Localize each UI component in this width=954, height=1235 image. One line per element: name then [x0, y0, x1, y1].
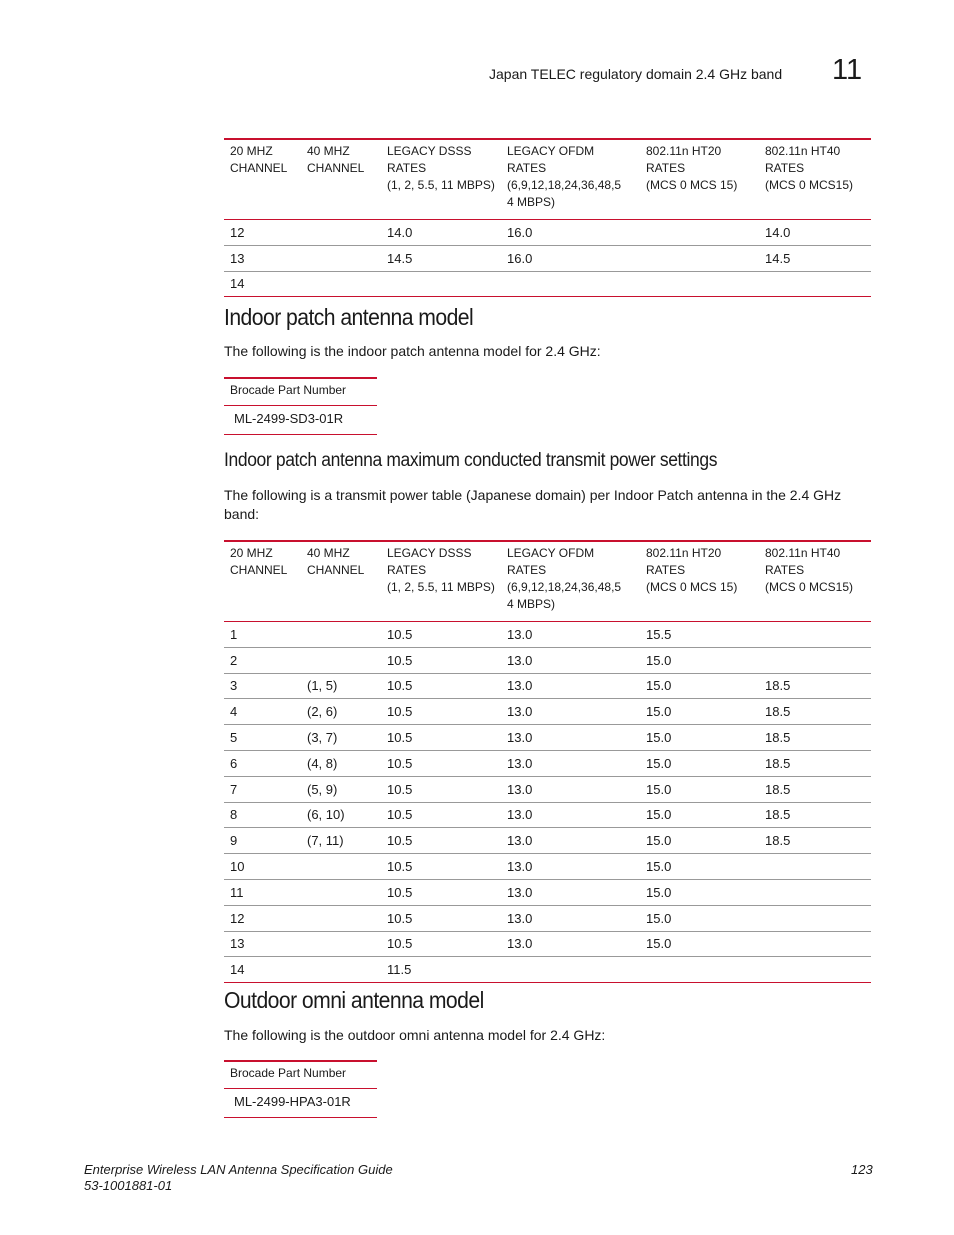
- running-header-title: Japan TELEC regulatory domain 2.4 GHz band: [489, 66, 783, 82]
- footer-left: [84, 1162, 393, 1194]
- table-cell: 13.0: [501, 879, 640, 905]
- table-cell: 12: [224, 220, 301, 246]
- table-body: [224, 622, 871, 983]
- column-header-line: 40 MHZ: [307, 546, 350, 560]
- column-header: [501, 541, 640, 622]
- table-cell: 14.5: [759, 245, 871, 271]
- column-header: [759, 139, 871, 220]
- table-cell: [301, 957, 381, 983]
- table-cell: 13: [224, 245, 301, 271]
- table-cell: 13.0: [501, 905, 640, 931]
- column-header-line: 802.11n HT40: [765, 144, 841, 158]
- column-header: [640, 139, 759, 220]
- table-row: [224, 245, 871, 271]
- table-cell: 10.5: [381, 750, 501, 776]
- table-row: [224, 699, 871, 725]
- table-cell: 18.5: [759, 725, 871, 751]
- column-header: [224, 541, 301, 622]
- table-cell: 18.5: [759, 776, 871, 802]
- table-cell: [759, 622, 871, 648]
- table-cell: 10.5: [381, 931, 501, 957]
- table-row: [224, 647, 871, 673]
- table-cell: [640, 957, 759, 983]
- column-header-line: RATES: [646, 161, 686, 175]
- table-row: [224, 931, 871, 957]
- table-cell: 14: [224, 957, 301, 983]
- column-header-line: (MCS 0 MCS15): [765, 580, 854, 594]
- column-header-line: CHANNEL: [307, 161, 365, 175]
- table-cell: [759, 879, 871, 905]
- table-cell: 13.0: [501, 931, 640, 957]
- column-header-line: LEGACY DSSS RATES: [387, 144, 472, 175]
- column-header-line: 20 MHZ: [230, 144, 273, 158]
- column-header: [301, 541, 381, 622]
- column-header-line: (MCS 0 MCS 15): [646, 178, 738, 192]
- part-number-header: Brocade Part Number: [224, 378, 377, 406]
- table-cell: [759, 647, 871, 673]
- table-cell: 15.0: [640, 802, 759, 828]
- table-cell: 10.5: [381, 699, 501, 725]
- table-cell: [501, 271, 640, 297]
- table-row: [224, 879, 871, 905]
- column-header-line: 4 MBPS): [507, 195, 556, 209]
- table-cell: 11: [224, 879, 301, 905]
- transmit-power-table: [224, 540, 871, 983]
- table-cell: 10.5: [381, 673, 501, 699]
- table-cell: 13: [224, 931, 301, 957]
- table-cell: 9: [224, 828, 301, 854]
- column-header-line: RATES: [646, 563, 686, 577]
- table-cell: 7: [224, 776, 301, 802]
- table-cell: 10.5: [381, 622, 501, 648]
- table-cell: 10.5: [381, 647, 501, 673]
- part-number-header: Brocade Part Number: [224, 1061, 377, 1089]
- table-cell: 13.0: [501, 802, 640, 828]
- part-number-value: ML-2499-SD3-01R: [224, 406, 377, 435]
- column-header-line: (MCS 0 MCS15): [765, 178, 854, 192]
- table-cell: 13.0: [501, 828, 640, 854]
- table-row: [224, 271, 871, 297]
- table-row: [224, 957, 871, 983]
- table-cell: 10.5: [381, 905, 501, 931]
- column-header-line: CHANNEL: [230, 563, 288, 577]
- table-cell: 15.0: [640, 647, 759, 673]
- table-row: [224, 622, 871, 648]
- table-cell: [301, 622, 381, 648]
- table-cell: [501, 957, 640, 983]
- table-cell: [759, 854, 871, 880]
- column-header: [381, 139, 501, 220]
- table-row: [224, 802, 871, 828]
- table-cell: 13.0: [501, 750, 640, 776]
- table-cell: (6, 10): [301, 802, 381, 828]
- table-cell: 13.0: [501, 673, 640, 699]
- column-header: [381, 541, 501, 622]
- section-heading-indoor-patch: Indoor patch antenna model: [224, 304, 474, 330]
- table-cell: 13.0: [501, 776, 640, 802]
- table-cell: [759, 957, 871, 983]
- column-header-line: 802.11n HT40: [765, 546, 841, 560]
- column-header-line: 802.11n HT20: [646, 144, 722, 158]
- column-header-line: (1, 2, 5.5, 11 MBPS): [387, 580, 495, 594]
- table-cell: [301, 854, 381, 880]
- column-header: [640, 541, 759, 622]
- table-cell: 13.0: [501, 647, 640, 673]
- table-cell: (2, 6): [301, 699, 381, 725]
- table-cell: (7, 11): [301, 828, 381, 854]
- column-header-line: LEGACY OFDM RATES: [507, 144, 595, 175]
- column-header-line: (6,9,12,18,24,36,48,5: [507, 580, 622, 594]
- table-cell: 14.5: [381, 245, 501, 271]
- table-cell: [301, 220, 381, 246]
- table-cell: 15.0: [640, 776, 759, 802]
- footer-doc-number: 53-1001881-01: [84, 1178, 173, 1193]
- table-cell: 18.5: [759, 828, 871, 854]
- table-row: [224, 750, 871, 776]
- column-header-line: CHANNEL: [230, 161, 288, 175]
- table-cell: [759, 271, 871, 297]
- table-cell: [301, 245, 381, 271]
- table-cell: [301, 271, 381, 297]
- table-cell: 15.0: [640, 673, 759, 699]
- table-cell: 15.5: [640, 622, 759, 648]
- table-cell: 10: [224, 854, 301, 880]
- table-cell: 10.5: [381, 776, 501, 802]
- table-cell: 12: [224, 905, 301, 931]
- table-cell: 14.0: [759, 220, 871, 246]
- column-header: [224, 139, 301, 220]
- table-cell: [301, 647, 381, 673]
- table-cell: 14.0: [381, 220, 501, 246]
- table-cell: 10.5: [381, 725, 501, 751]
- rate-table-continued: [224, 138, 871, 297]
- part-number-table-indoor: [224, 377, 377, 435]
- column-header-line: RATES: [765, 563, 805, 577]
- table-cell: 3: [224, 673, 301, 699]
- footer-guide-title: Enterprise Wireless LAN Antenna Specification Guide: [84, 1162, 393, 1177]
- table-cell: [759, 931, 871, 957]
- table-cell: 16.0: [501, 220, 640, 246]
- column-header-line: 802.11n HT20: [646, 546, 722, 560]
- table-cell: (5, 9): [301, 776, 381, 802]
- section-intro-transmit-power: The following is a transmit power table (Japanese domain) per Indoor Patch antenna in the 2.4 GHz band:: [224, 487, 842, 522]
- table-cell: 18.5: [759, 673, 871, 699]
- table-cell: 10.5: [381, 854, 501, 880]
- table-cell: 13.0: [501, 854, 640, 880]
- table-cell: 13.0: [501, 622, 640, 648]
- column-header-line: 40 MHZ: [307, 144, 350, 158]
- table-cell: 18.5: [759, 802, 871, 828]
- section-heading-outdoor-omni: Outdoor omni antenna model: [224, 987, 484, 1013]
- table-cell: [301, 879, 381, 905]
- table-header-row: [224, 541, 871, 622]
- column-header-line: RATES: [765, 161, 805, 175]
- section-intro-indoor-patch: The following is the indoor patch antenna model for 2.4 GHz:: [224, 343, 601, 359]
- table-row: [224, 854, 871, 880]
- table-cell: 15.0: [640, 725, 759, 751]
- table-cell: 11.5: [381, 957, 501, 983]
- column-header: [759, 541, 871, 622]
- table-cell: 16.0: [501, 245, 640, 271]
- table-cell: 15.0: [640, 905, 759, 931]
- table-cell: 2: [224, 647, 301, 673]
- table-row: [224, 776, 871, 802]
- table-cell: 18.5: [759, 699, 871, 725]
- table-cell: 8: [224, 802, 301, 828]
- section-intro-outdoor-omni: The following is the outdoor omni antenna model for 2.4 GHz:: [224, 1027, 606, 1043]
- column-header: [501, 139, 640, 220]
- table-cell: [640, 271, 759, 297]
- column-header-line: LEGACY OFDM RATES: [507, 546, 595, 577]
- table-cell: 18.5: [759, 750, 871, 776]
- table-cell: 4: [224, 699, 301, 725]
- table-body: [224, 220, 871, 297]
- table-row: [224, 905, 871, 931]
- table-cell: 15.0: [640, 931, 759, 957]
- table-cell: 14: [224, 271, 301, 297]
- section-heading-transmit-power: Indoor patch antenna maximum conducted transmit power settings: [224, 450, 718, 471]
- table-cell: (4, 8): [301, 750, 381, 776]
- table-cell: 10.5: [381, 802, 501, 828]
- column-header: [301, 139, 381, 220]
- column-header-line: CHANNEL: [307, 563, 365, 577]
- table-cell: 15.0: [640, 750, 759, 776]
- part-number-table-outdoor: [224, 1060, 377, 1118]
- table-cell: 10.5: [381, 828, 501, 854]
- chapter-number: 11: [832, 54, 863, 86]
- table-row: [224, 828, 871, 854]
- table-cell: [301, 931, 381, 957]
- table-cell: [301, 905, 381, 931]
- table-cell: 15.0: [640, 828, 759, 854]
- table-cell: 13.0: [501, 725, 640, 751]
- table-cell: 5: [224, 725, 301, 751]
- table-cell: 15.0: [640, 879, 759, 905]
- column-header-line: (1, 2, 5.5, 11 MBPS): [387, 178, 495, 192]
- table-cell: [381, 271, 501, 297]
- column-header-line: 4 MBPS): [507, 597, 556, 611]
- table-cell: 15.0: [640, 699, 759, 725]
- table-cell: (3, 7): [301, 725, 381, 751]
- column-header-line: (MCS 0 MCS 15): [646, 580, 738, 594]
- table-cell: 1: [224, 622, 301, 648]
- table-cell: [759, 905, 871, 931]
- table-row: [224, 725, 871, 751]
- table-row: [224, 673, 871, 699]
- table-cell: 13.0: [501, 699, 640, 725]
- table-cell: [640, 220, 759, 246]
- column-header-line: 20 MHZ: [230, 546, 273, 560]
- table-cell: (1, 5): [301, 673, 381, 699]
- column-header-line: (6,9,12,18,24,36,48,5: [507, 178, 622, 192]
- table-cell: 6: [224, 750, 301, 776]
- table-cell: 10.5: [381, 879, 501, 905]
- column-header-line: LEGACY DSSS RATES: [387, 546, 472, 577]
- table-cell: [640, 245, 759, 271]
- footer-page-number: 123: [851, 1162, 873, 1177]
- table-row: [224, 220, 871, 246]
- table-header-row: [224, 139, 871, 220]
- table-cell: 15.0: [640, 854, 759, 880]
- part-number-value: ML-2499-HPA3-01R: [224, 1089, 377, 1118]
